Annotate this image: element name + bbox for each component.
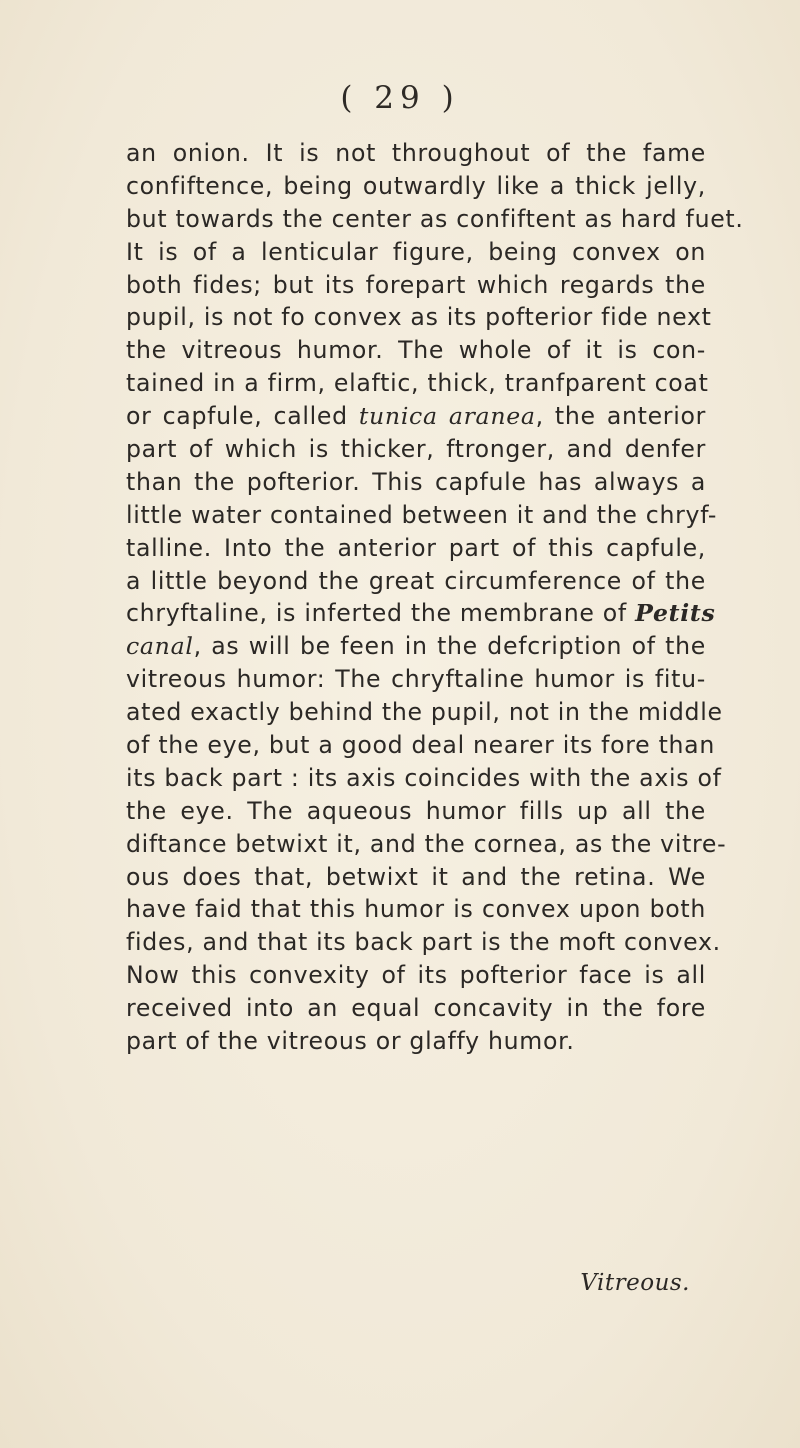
text-line-20 [126,762,722,795]
text-segment: its back part : its axis coincides with the axis of [126,763,722,792]
body-text [126,137,744,1058]
italic-term-petits: Petits [635,599,716,628]
text-segment: both fides; but its forepart which regards the [126,270,706,299]
text-segment: little water contained between it and the chryf- [126,500,718,529]
page-number: ( 29 ) [340,80,460,116]
text-segment: tained in a firm, elaftic, thick, tranfparent coat [126,369,709,398]
text-line-5 [126,269,706,302]
text-line-24 [126,893,706,926]
text-segment: vitreous humor: The chryftaline humor is fitu- [126,665,706,694]
text-line-23 [126,861,706,894]
text-line-3 [126,203,744,236]
catchword: Vitreous. [580,1270,690,1296]
text-line-27 [126,992,706,1025]
text-segment: or capfule, called [126,402,359,431]
text-line-14 [126,565,706,598]
text-line-15 [126,597,716,630]
text-segment: of the eye, but a good deal nearer its fore than [126,731,715,760]
text-line-26 [126,959,706,992]
text-segment: but towards the center as confiftent as hard fuet. [126,204,744,233]
text-segment: Now this convexity of its pofterior face is all [126,961,706,990]
text-segment: pupil, is not fo convex as its pofterior fide next [126,303,712,332]
text-line-19 [126,729,715,762]
text-segment: It is of a lenticular figure, being convex on [126,237,706,266]
text-segment: than the pofterior. This capfule has always a [126,467,706,496]
text-line-8 [126,367,709,400]
text-segment: have faid that this humor is convex upon both [126,895,706,924]
text-segment: chryftaline, is inferted the membrane of [126,599,636,628]
text-line-9 [126,400,706,433]
text-line-13 [126,532,706,565]
text-segment: fides, and that its back part is the moft convex. [126,928,721,957]
text-segment: an onion. It is not throughout of the fame [126,139,706,167]
text-line-25 [126,926,721,959]
text-segment: the vitreous humor. The whole of it is con- [126,336,706,365]
text-segment: confiftence, being outwardly like a thick jelly, [126,171,706,200]
text-segment: a little beyond the great circumference of the [126,566,706,595]
italic-term-canal: canal [126,632,194,661]
text-segment: diftance betwixt it, and the cornea, as the vitre- [126,829,727,858]
text-line-6 [126,301,712,334]
text-line-4 [126,236,706,269]
text-line-2 [126,170,706,203]
text-line-28 [126,1025,706,1058]
text-segment: the eye. The aqueous humor fills up all the [126,796,706,825]
text-line-16 [126,630,706,663]
text-line-21 [126,795,706,828]
text-line-18 [126,696,723,729]
text-line-12 [126,499,718,532]
text-line-1 [126,137,706,170]
text-segment: talline. Into the anterior part of this capfule, [126,533,706,562]
text-segment: ous does that, betwixt it and the retina. We [126,862,706,891]
text-line-22 [126,828,727,861]
text-line-11 [126,466,706,499]
text-line-10 [126,433,706,466]
text-segment: received into an equal concavity in the fore [126,994,706,1023]
text-segment: ated exactly behind the pupil, not in the middle [126,698,723,727]
text-segment: , as will be feen in the defcription of the [193,632,706,661]
text-segment: , the anterior [535,402,706,431]
text-segment: part of which is thicker, ftronger, and denfer [126,435,706,464]
text-line-7 [126,334,706,367]
italic-term-tunica-aranea: tunica aranea [358,402,536,431]
text-segment: part of the vitreous or glaffy humor. [126,1027,575,1056]
text-line-17 [126,663,706,696]
